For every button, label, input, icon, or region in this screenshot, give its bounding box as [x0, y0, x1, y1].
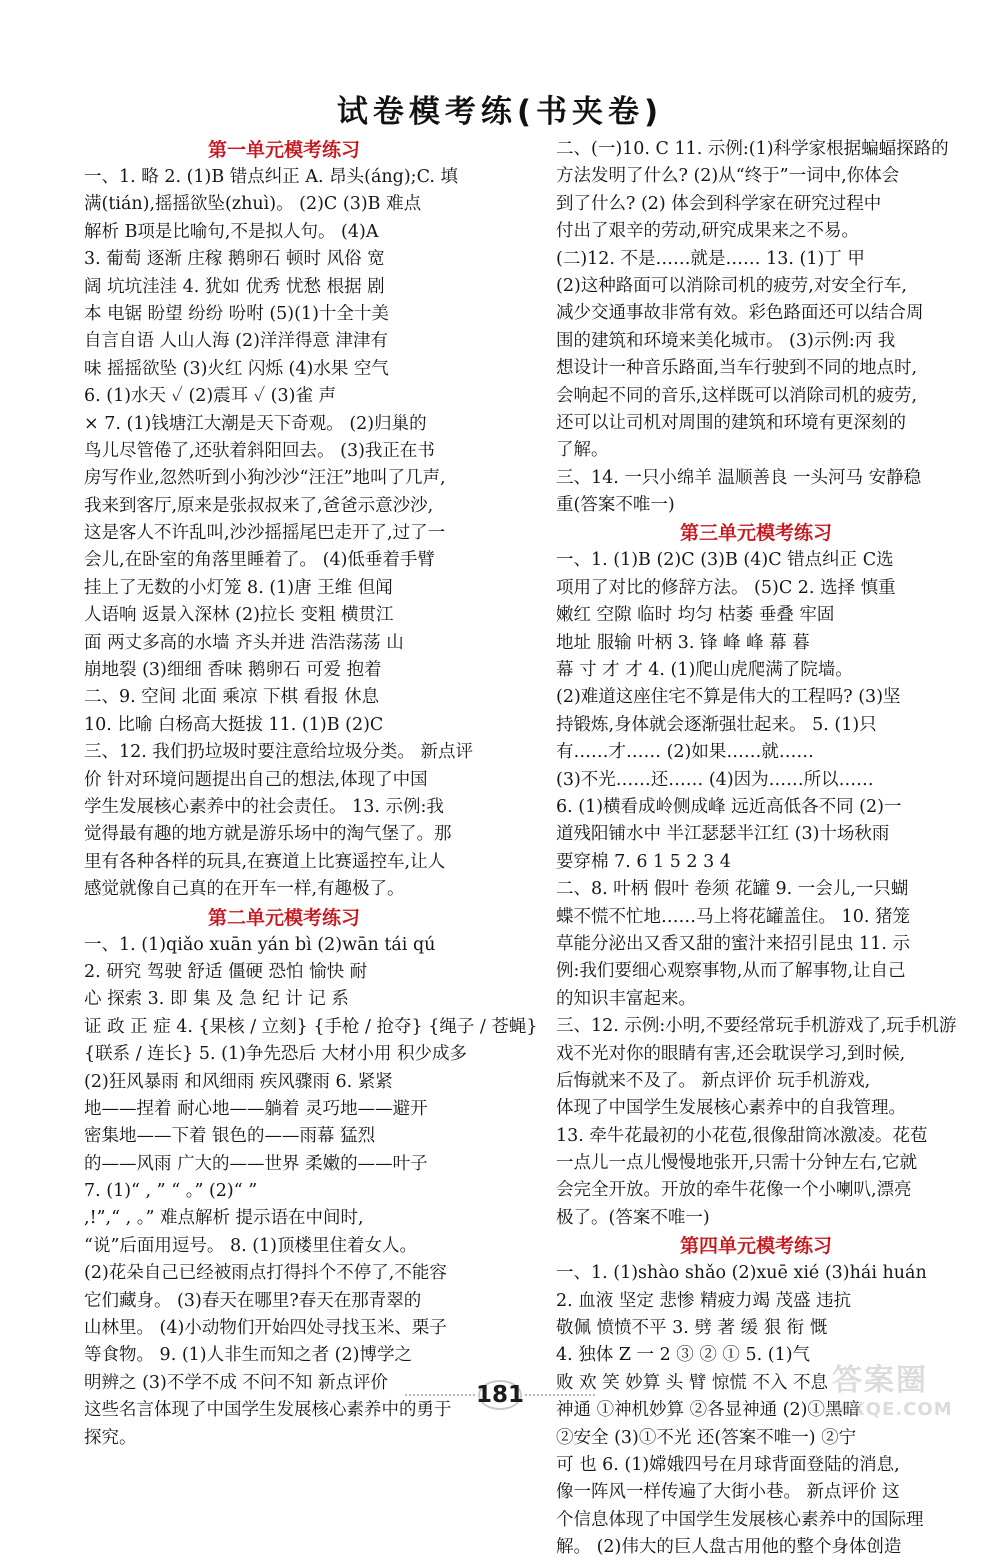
- answer-line: 我来到客厅,原来是张叔叔来了,爸爸示意沙沙,: [84, 495, 434, 516]
- answer-line: 这是客人不许乱叫,沙沙摇摇尾巴走开了,过了一: [84, 523, 446, 544]
- answer-line: 地址 服输 叶柄 3. 锋 峰 峰 幕 暮: [556, 632, 810, 653]
- answer-line: (2)难道这座住宅不算是伟大的工程吗? (3)坚: [556, 687, 901, 708]
- answer-line: ②安全 (3)①不光 还(答案不唯一) ②宁: [556, 1427, 857, 1448]
- answer-line: 人语响 返景入深林 (2)拉长 变粗 横贯江: [84, 605, 394, 626]
- answer-line: 面 两丈多高的水墙 齐头并进 浩浩荡荡 山: [84, 632, 404, 653]
- answer-line: 味 摇摇欲坠 (3)火红 闪烁 (4)水果 空气: [84, 358, 389, 379]
- answer-line: 后悔就来不及了。 新点评价 玩手机游戏,: [556, 1070, 871, 1091]
- answer-line: 戏不光对你的眼睛有害,还会耽误学习,到时候,: [556, 1043, 906, 1064]
- answer-line: (2)花朵自己已经被雨点打得抖个不停了,不能容: [84, 1263, 447, 1284]
- page-title: 试卷模考练(书夹卷): [336, 94, 664, 130]
- answer-line: (3)不光……还…… (4)因为……所以……: [556, 769, 874, 790]
- answer-line: 蝶不慌不忙地……马上将花罐盖住。 10. 猪笼: [556, 906, 910, 927]
- answer-line: 2. 研究 驾驶 舒适 僵硬 恐怕 愉快 耐: [84, 961, 368, 982]
- right-column: [556, 136, 956, 1562]
- answer-line: 满(tián),摇摇欲坠(zhuì)。 (2)C (3)B 难点: [84, 194, 422, 215]
- answer-line: 地——捏着 耐心地——躺着 灵巧地——避开: [84, 1098, 428, 1119]
- answer-line: 二、(一)10. C 11. 示例:(1)科学家根据蝙蝠探路的: [556, 139, 949, 159]
- answer-line: 它们藏身。 (3)春天在哪里?春天在那青翠的: [84, 1290, 422, 1311]
- answer-line: 房写作业,忽然听到小狗沙沙“汪汪”地叫了几声,: [84, 468, 446, 489]
- answer-line: 减少交通事故非常有效。彩色路面还可以结合周: [556, 303, 924, 324]
- answer-line: 持锻炼,身体就会逐渐强壮起来。 5. (1)只: [556, 714, 877, 735]
- answer-line: 有……才…… (2)如果……就……: [556, 742, 814, 763]
- answer-line: 崩地裂 (3)细细 香味 鹅卵石 可爱 抱着: [84, 660, 382, 681]
- answer-line: (2)狂风暴雨 和风细雨 疾风骤雨 6. 紧紧: [84, 1071, 393, 1092]
- answer-line: 敬佩 愤愤不平 3. 劈 著 缓 狠 衔 慨: [556, 1318, 828, 1339]
- answer-line: 感觉就像自己真的在开车一样,有趣极了。: [84, 879, 405, 900]
- answer-line: 重(答案不唯一): [556, 495, 675, 516]
- page-number: 181: [475, 1382, 524, 1408]
- answer-line: 败 欢 笑 妙算 头 臂 惊慌 不入 不息: [556, 1372, 829, 1393]
- answer-line: 探究。: [84, 1427, 137, 1448]
- answer-line: 7. (1)“ , ” “ 。” (2)“ ”: [84, 1181, 258, 1202]
- section-title: 第二单元模考练习: [207, 906, 360, 929]
- answer-line: 方法发明了什么? (2)从“终于”一词中,你体会: [556, 166, 900, 187]
- answer-line: 解。 (2)伟大的巨人盘古用他的整个身体创造: [556, 1537, 902, 1558]
- answer-line: 三、12. 示例:小明,不要经常玩手机游戏了,玩手机游: [556, 1016, 957, 1037]
- answer-line: 证 政 正 症 4. {果核 / 立刻} {手枪 / 抢夺} {绳子 / 苍蝇}: [84, 1016, 538, 1037]
- watermark-url: MXQE.COM: [832, 1399, 953, 1420]
- page-number-decoration-right: [525, 1394, 595, 1399]
- answer-line: 这些名言体现了中国学生发展核心素养中的勇于: [84, 1400, 452, 1421]
- answer-line: 体现了中国学生发展核心素养中的自我管理。: [556, 1098, 906, 1119]
- answer-line: 2. 血液 坚定 悲惨 精疲力竭 茂盛 违抗: [556, 1290, 852, 1311]
- answer-line: 会完全开放。开放的牵牛花像一个小喇叭,漂亮: [556, 1180, 912, 1201]
- answer-line: 极了。(答案不唯一): [556, 1207, 710, 1228]
- answer-line: 价 针对环境问题提出自己的想法,体现了中国: [84, 769, 428, 790]
- answer-line: 4. 独体 Z 一 2 ③ ② ① 5. (1)气: [556, 1345, 811, 1366]
- answer-line: 要穿棉 7. 6 1 5 2 3 4: [556, 851, 731, 872]
- answer-line: 项用了对比的修辞方法。 (5)C 2. 选择 慎重: [556, 577, 896, 598]
- answer-line: 一、1. 略 2. (1)B 错点纠正 A. 昂头(áng);C. 填: [84, 167, 458, 187]
- watermark-text: 答案圈: [832, 1363, 928, 1398]
- answer-line: (二)12. 不是……就是…… 13. (1)丁 甲: [556, 248, 865, 269]
- answer-line: 自言自语 人山人海 (2)洋洋得意 津津有: [84, 331, 388, 352]
- answer-line: 二、9. 空间 北面 乘凉 下棋 看报 休息: [84, 687, 380, 708]
- answer-line: 6. (1)横看成岭侧成峰 远近高低各不同 (2)一: [556, 796, 902, 817]
- answer-line: 像一阵风一样传遍了大街小巷。 新点评价 这: [556, 1482, 900, 1503]
- answer-line: 一、1. (1)shào shǎo (2)xuē xié (3)hái huán: [556, 1263, 927, 1284]
- answer-line: 明辨之 (3)不学不成 不问不知 新点评价: [84, 1372, 388, 1393]
- answer-line: 三、14. 一只小绵羊 温顺善良 一头河马 安静稳: [556, 467, 922, 488]
- answer-line: {联系 / 连长} 5. (1)争先恐后 大材小用 积少成多: [84, 1044, 468, 1065]
- answer-line: ,!”,“ , 。” 难点解析 提示语在中间时,: [84, 1208, 364, 1229]
- answer-line: 阔 坑坑洼洼 4. 犹如 优秀 忧愁 根据 剧: [84, 276, 385, 297]
- answer-line: 例:我们要细心观察事物,从而了解事物,让自己: [556, 961, 906, 982]
- answer-line: 会响起不同的音乐,这样既可以消除司机的疲劳,: [556, 385, 918, 406]
- answer-line: 心 探索 3. 即 集 及 急 纪 计 记 系: [84, 989, 349, 1010]
- answer-line: 道残阳铺水中 半江瑟瑟半江红 (3)十场秋雨: [556, 824, 890, 845]
- answer-line: 可 也 6. (1)嫦娥四号在月球背面登陆的消息,: [556, 1454, 900, 1475]
- answer-line: 的——风雨 广大的——世界 柔嫩的——叶子: [84, 1153, 428, 1174]
- answer-line: 10. 比喻 白杨高大挺拔 11. (1)B (2)C: [84, 714, 384, 735]
- answer-line: 到了什么? (2) 体会到科学家在研究过程中: [556, 193, 882, 214]
- answer-line: 等食物。 9. (1)人非生而知之者 (2)博学之: [84, 1345, 412, 1366]
- section-title: 第三单元模考练习: [679, 522, 832, 545]
- answer-line: 付出了艰辛的劳动,研究成果来之不易。: [556, 221, 860, 242]
- answer-line: 草能分泌出又香又甜的蜜汁来招引昆虫 11. 示: [556, 933, 910, 954]
- answer-line: × 7. (1)钱塘江大潮是天下奇观。 (2)归巢的: [84, 413, 427, 434]
- answer-line: 还可以让司机对周围的建筑和环境有更深刻的: [556, 412, 906, 433]
- answer-line: 密集地——下着 银色的——雨幕 猛烈: [84, 1126, 376, 1147]
- section-title: 第四单元模考练习: [679, 1235, 832, 1258]
- answer-line: 学生发展核心素养中的社会责任。 13. 示例:我: [84, 796, 444, 817]
- answer-line: 嫩红 空隙 临时 均匀 枯萎 垂叠 牢固: [556, 605, 835, 626]
- answer-line: 山林里。 (4)小动物们开始四处寻找玉米、栗子: [84, 1318, 447, 1339]
- answer-line: 围的建筑和环境来美化城市。 (3)示例:丙 我: [556, 330, 896, 351]
- page-number-decoration-left: [405, 1394, 475, 1399]
- answer-line: 个信息体现了中国学生发展核心素养中的国际理: [556, 1509, 924, 1530]
- answer-line: 本 电锯 盼望 纷纷 吩咐 (5)(1)十全十美: [84, 303, 389, 324]
- section-title: 第一单元模考练习: [207, 139, 360, 161]
- answer-line: 会儿,在卧室的角落里睡着了。 (4)低垂着手臂: [84, 550, 435, 571]
- answer-line: 一、1. (1)B (2)C (3)B (4)C 错点纠正 C选: [556, 550, 894, 571]
- answer-line: 二、8. 叶柄 假叶 卷须 花罐 9. 一会儿,一只蝴: [556, 879, 909, 900]
- answer-line: 神通 ①神机妙算 ②各显神通 (2)①黑暗: [556, 1400, 860, 1421]
- answer-line: 觉得最有趣的地方就是游乐场中的淘气堡了。那: [84, 824, 452, 845]
- answer-line: 了解。: [556, 440, 609, 461]
- answer-line: 鸟儿尽管倦了,还驮着斜阳回去。 (3)我正在书: [84, 440, 435, 461]
- answer-line: 3. 葡萄 逐渐 庄稼 鹅卵石 顿时 风俗 宽: [84, 249, 385, 270]
- answer-line: 解析 B项是比喻句,不是拟人句。 (4)A: [84, 221, 379, 242]
- answer-line: 的知识丰富起来。: [556, 988, 696, 1009]
- answer-line: 一点儿一点儿慢慢地张开,只需十分钟左右,它就: [556, 1153, 918, 1174]
- answer-line: 想设计一种音乐路面,当车行驶到不同的地点时,: [556, 358, 918, 379]
- answer-line: 幕 寸 才 才 4. (1)爬山虎爬满了院墙。: [556, 660, 853, 681]
- answer-line: 里有各种各样的玩具,在赛道上比赛遥控车,让人: [84, 851, 446, 872]
- answer-line: “说”后面用逗号。 8. (1)顶楼里住着女人。: [84, 1235, 418, 1256]
- watermark-logo: [832, 1355, 982, 1425]
- answer-line: 6. (1)水天 ✓ (2)震耳 ✓ (3)雀 声: [84, 386, 337, 407]
- answer-line: (2)这种路面可以消除司机的疲劳,对安全行车,: [556, 275, 907, 296]
- answer-line: 一、1. (1)qiǎo xuān yán bì (2)wān tái qú: [84, 934, 436, 955]
- answer-line: 三、12. 我们扔垃圾时要注意给垃圾分类。 新点评: [84, 742, 473, 763]
- answer-line: 挂上了无数的小灯笼 8. (1)唐 王维 但闻: [84, 577, 393, 598]
- answer-line: 13. 牵牛花最初的小花苞,很像甜筒冰激凌。花苞: [556, 1125, 928, 1146]
